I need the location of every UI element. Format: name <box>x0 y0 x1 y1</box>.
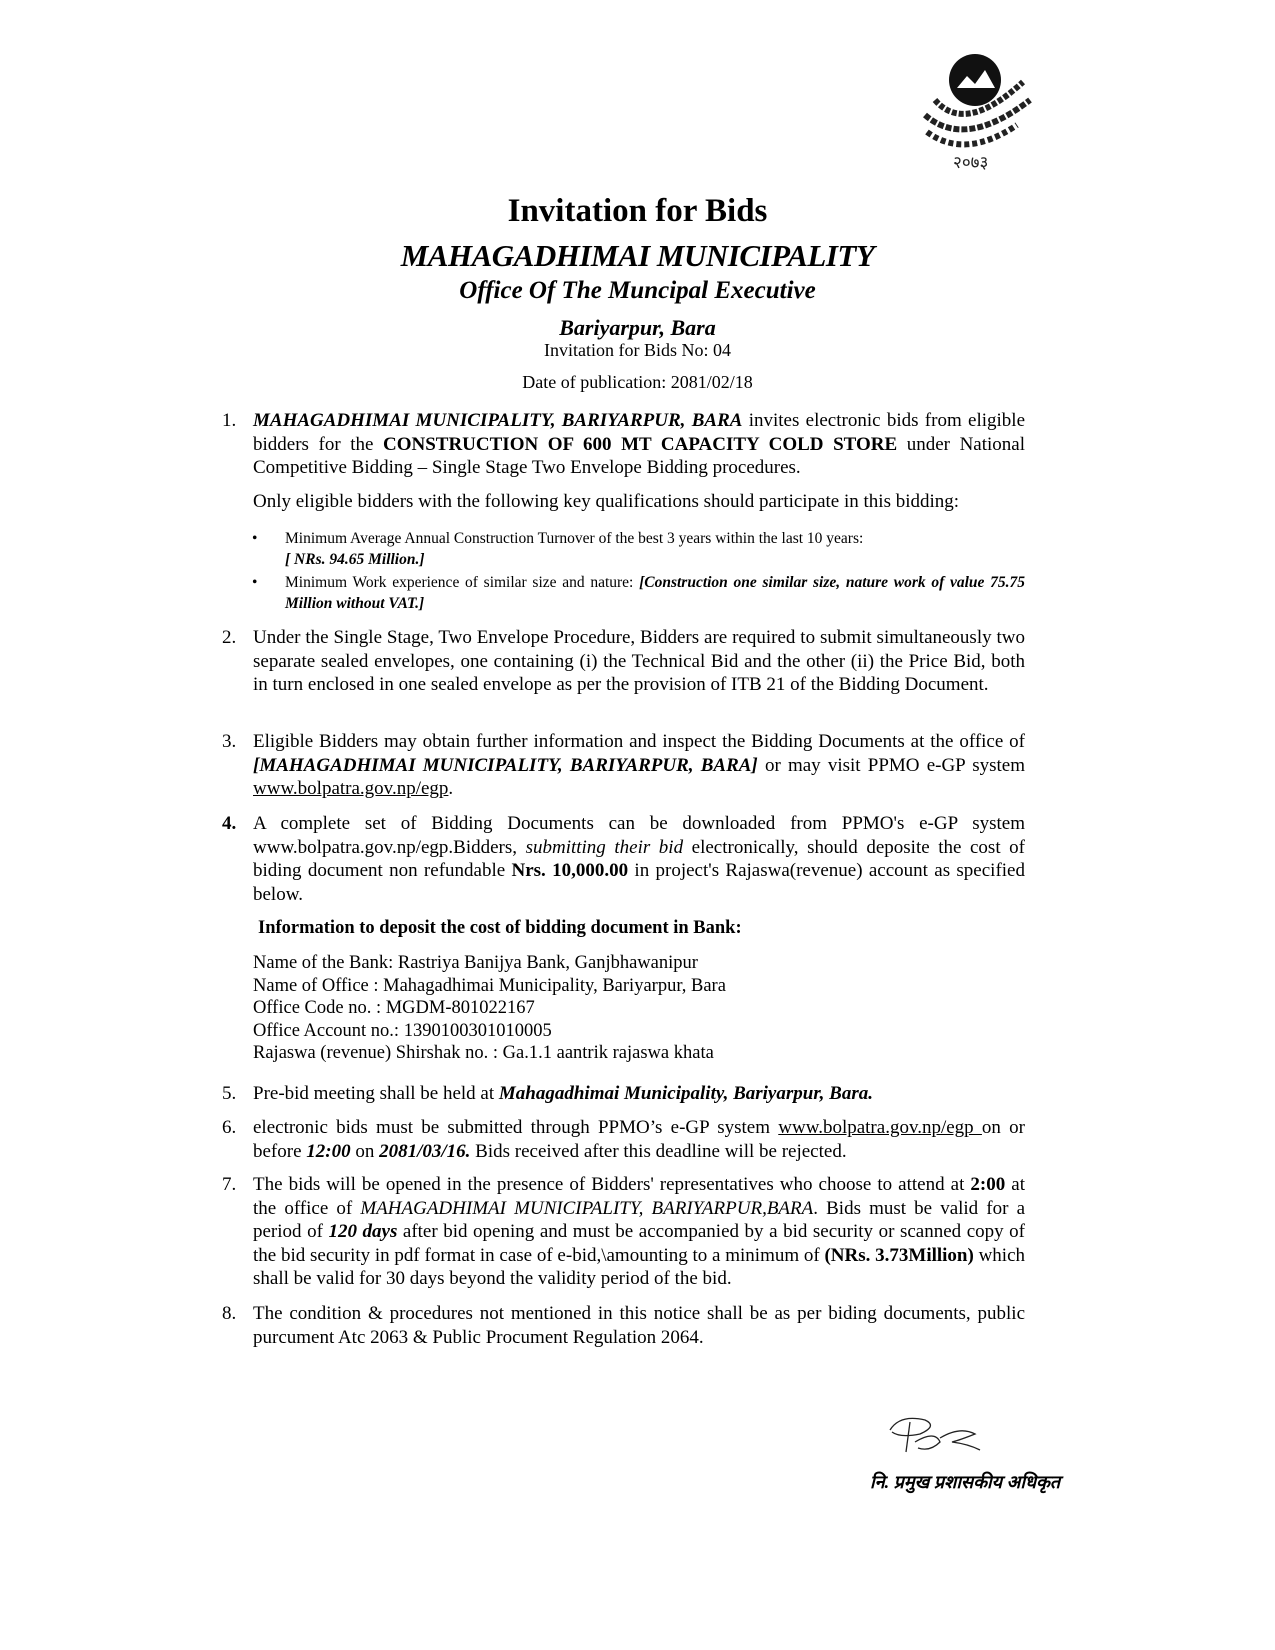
office-name: Office Of The Muncipal Executive <box>459 277 816 304</box>
clause-3: 3. Eligible Bidders may obtain further information and inspect the Bidding Documents at the office of [MAHAGADHIMAI MUNICIPALITY, BARIYARPUR, BARA] or may visit PPMO e-GP system www.bolpatra.gov.np/egp. <box>222 731 1026 799</box>
egp-link[interactable]: www.bolpatra.gov.np/egp <box>778 1117 982 1138</box>
page-title: Invitation for Bids <box>507 193 768 229</box>
clause-4: 4. A complete set of Bidding Documents can be downloaded from PPMO's e-GP system www.bolpatra.gov.np/egp.Bidders, submitting their bid electronically, should deposite the cost of biding document non refundable Nrs. 10,000.00 in project's Rajaswa(revenue) account as specified below. Information to deposit the cost of bidding document in Bank: <box>222 812 1025 941</box>
bank-details: Name of the Bank: Rastriya Banijya Bank, Ganjbhawanipur Name of Office : Mahagadhimai Municipality, Bariyarpur, Bara Office Code no. : MGDM-801022167 Office Account no.: 1390100301010005 Rajaswa (revenue) Shirshak no. : Ga.1.1 aantrik rajaswa khata <box>253 953 726 1063</box>
clause-5: 5. Pre-bid meeting shall be held at Mahagadhimai Municipality, Bariyarpur, Bara. <box>222 1083 873 1104</box>
bullet-experience: • Minimum Work experience of similar size and nature: [Construction one similar size, nature work of value 75.75 Million without VAT.] <box>252 574 1025 612</box>
clause-2: 2. Under the Single Stage, Two Envelope Procedure, Bidders are required to submit simultaneously two separate sealed envelopes, one containing (i) the Technical Bid and the other (ii) the Price Bid, both in turn enclosed in one sealed envelope as per the provision of ITB 21 of the Bidding Document. <box>222 627 1025 695</box>
signature <box>880 1412 1000 1467</box>
clause-1: 1. MAHAGADHIMAI MUNICIPALITY, BARIYARPUR, BARA invites electronic bids from eligible bidders for the CONSTRUCTION OF 600 MT CAPACITY COLD STORE under National Competitive Bidding – Single Stage Two Envelope Bidding procedures. Only eligible bidders with the following key qualifications should participate in this bidding: <box>222 410 1026 512</box>
signatory-designation: नि. प्रमुख प्रशासकीय अधिकृत <box>870 1472 1061 1492</box>
clause-6: 6. electronic bids must be submitted through PPMO’s e-GP system www.bolpatra.gov.np/egp on or before 12:00 on 2081/03/16. Bids received after this deadline will be rejected. <box>222 1117 1025 1162</box>
bullet-turnover: • Minimum Average Annual Construction Turnover of the best 3 years within the last 10 years: [ NRs. 94.65 Million.] <box>252 530 864 568</box>
publication-date: Date of publication: 2081/02/18 <box>522 372 753 392</box>
qualification-intro: Only eligible bidders with the following key qualifications should participate in this bidding: <box>253 490 960 512</box>
office-location: Bariyarpur, Bara <box>559 315 716 340</box>
municipality-name: MAHAGADHIMAI MUNICIPALITY <box>400 238 875 273</box>
municipal-seal <box>905 40 1040 180</box>
bank-heading: Information to deposit the cost of bidding document in Bank: <box>258 918 742 938</box>
svg-text:२०७३: २०७३ <box>953 153 989 173</box>
egp-link[interactable]: www.bolpatra.gov.np/egp <box>253 778 449 799</box>
clause-8: 8. The condition & procedures not mentioned in this notice shall be as per biding documents, public purcument Atc 2063 & Public Procument Regulation 2064. <box>222 1303 1025 1348</box>
clause-7: 7. The bids will be opened in the presence of Bidders' representatives who choose to attend at 2:00 at the office of MAHAGADHIMAI MUNICIPALITY, BARIYARPUR,BARA. Bids must be valid for a period of 120 days after bid opening and must be accompanied by a bid security or scanned copy of the bid security in pdf format in case of e-bid,\amounting to a minimum of (NRs. 3.73Million) which shall be valid for 30 days beyond the validity period of the bid. <box>222 1174 1026 1289</box>
ifb-number: Invitation for Bids No: 04 <box>544 340 731 360</box>
